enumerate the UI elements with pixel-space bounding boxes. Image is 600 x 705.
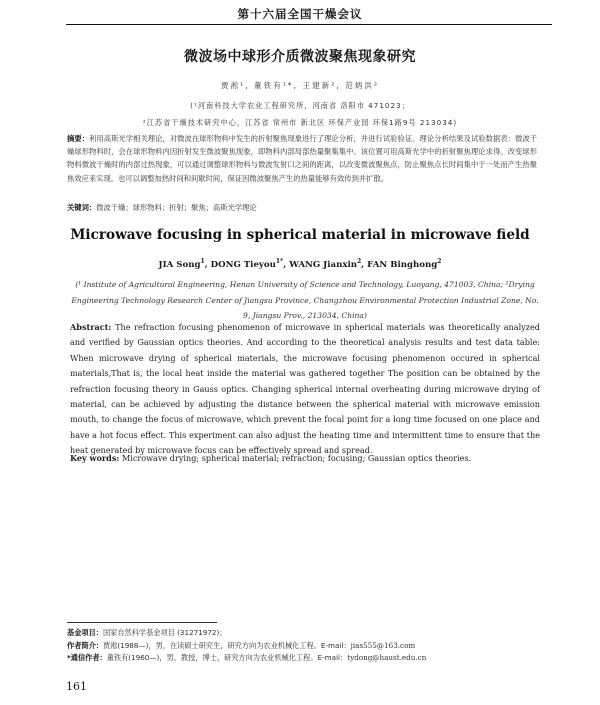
author-sup: 1*: [275, 258, 284, 266]
english-abstract-text: The refraction focusing phenomenon of microwave in spherical materials was theoretically analyzed and verified by Gaussian optics theories. And according to the theoretical analysis results and test data table: When microwave drying of spherical materials, the microwave focusing phenomenon occured in spherical materials,That is, the local heat inside the material was gathered together The position can be obtained by the refraction focusing theory in Gauss optics. Changing spherical internal overheating during microwave drying of material, can be achieved by adjusting the distance between the spherical material with microwave emission mouth, to change the focus of microwave, which prevent the focal point for a long time focused on one place and have a hot focus effect. This experiment can also adjust the heating time and intermittent time to ensure that the heat generated by microwave focus can be effectively spread and spread.: [70, 322, 540, 456]
author-name: , FAN Binghong: [361, 260, 438, 270]
chinese-title: 微波场中球形介质微波聚焦现象研究: [184, 49, 416, 65]
author-email-link[interactable]: jias555@163.com: [350, 640, 416, 650]
chinese-authors: 贾淞¹, 董铁有¹*, 王建新², 范炳洪²: [221, 81, 379, 90]
author-sup: 1: [200, 258, 205, 266]
author-name: JIA Song: [158, 260, 201, 270]
author-name: , WANG Jianxin: [283, 260, 357, 270]
chinese-abstract-text: 利用高斯光学相关理论，对微波在球形物料中发生的折射聚焦现象进行了理论分析，并进行试验验证。理论分析结果及试验数据表：微波干燥球形物料时，会在球形物料内因折射发生微波聚焦现象，即物料内部局部热量聚集集中。该位置可用高斯光学中的折射聚焦理论求得。改变球形物料微波干燥时的内部过热现象，可以通过调整球形物料与微波发射口之间的距离，以改变微波聚焦点，防止聚焦点长时间集中于一处而产生热聚焦效应来实现。也可以调整加热时间和间歇时间，保证因微波聚焦产生的热量能够有效传到并扩散。: [67, 134, 538, 183]
chinese-abstract-label: 摘要：: [67, 134, 90, 143]
footnote-author: [67, 640, 547, 653]
header-rule: [66, 24, 552, 25]
author-sup: 2: [356, 258, 362, 266]
english-keywords-label: Key words:: [70, 453, 120, 463]
chinese-keywords-text: 微波干燥；球形物料；折射；聚焦；高斯光学理论: [96, 203, 257, 212]
chinese-affiliation-2: ²江苏省干燥技术研究中心，江苏省 常州市 新北区 环保产业园 环保1路9号 213034): [142, 118, 458, 127]
english-abstract-label: Abstract:: [70, 322, 112, 332]
corresponding-email-link[interactable]: tydong@haust.edu.cn: [347, 653, 427, 663]
author-sup: 2: [437, 258, 442, 266]
fund-text: 国家自然科学基金项目 (31271972)；: [102, 628, 227, 637]
author-name: , DONG Tieyou: [204, 260, 276, 270]
running-header: 第十六届全国干燥会议: [237, 7, 363, 21]
fund-label: 基金项目：: [67, 628, 103, 637]
footnote-fund: [67, 627, 547, 640]
chinese-abstract: [67, 132, 537, 185]
corresponding-label: *通信作者：: [67, 653, 107, 663]
page-number: 161: [66, 680, 87, 693]
author-bio-text: 贾淞(1988—)，男，在读硕士研究生，研究方向为农业机械化工程。E-mail：: [102, 640, 351, 650]
english-abstract: [70, 320, 540, 459]
english-authors: [0, 260, 600, 270]
english-affiliation: (¹ Institute of Agricultural Engineering, Henan University of Science and Technology, Luoyang, 471003, China; ²Drying Engineering Technology Research Center of Jiangsu Province, Changzhou Environmental Protection Industrial Zone, No. 9, Jiangsu Prov., 213034, China): [71, 280, 539, 321]
chinese-keywords-label: 关键词：: [67, 203, 97, 212]
chinese-affiliation-1: (¹河南科技大学农业工程研究所，河南省 洛阳市 471023；: [190, 101, 410, 110]
english-title: Microwave focusing in spherical material in microwave field: [70, 227, 530, 243]
english-keywords: [70, 453, 540, 463]
corresponding-text: 董铁有(1960—)，男，教授，博士，研究方向为农业机械化工程。E-mail：: [106, 653, 348, 663]
footnote-corresponding: [67, 652, 547, 665]
chinese-keywords: [67, 203, 537, 213]
english-keywords-text: Microwave drying; spherical material; refraction; focusing; Gaussian optics theories.: [121, 453, 472, 463]
footnotes: [67, 627, 547, 665]
author-bio-label: 作者简介：: [67, 640, 103, 650]
footnote-rule: [67, 622, 217, 623]
